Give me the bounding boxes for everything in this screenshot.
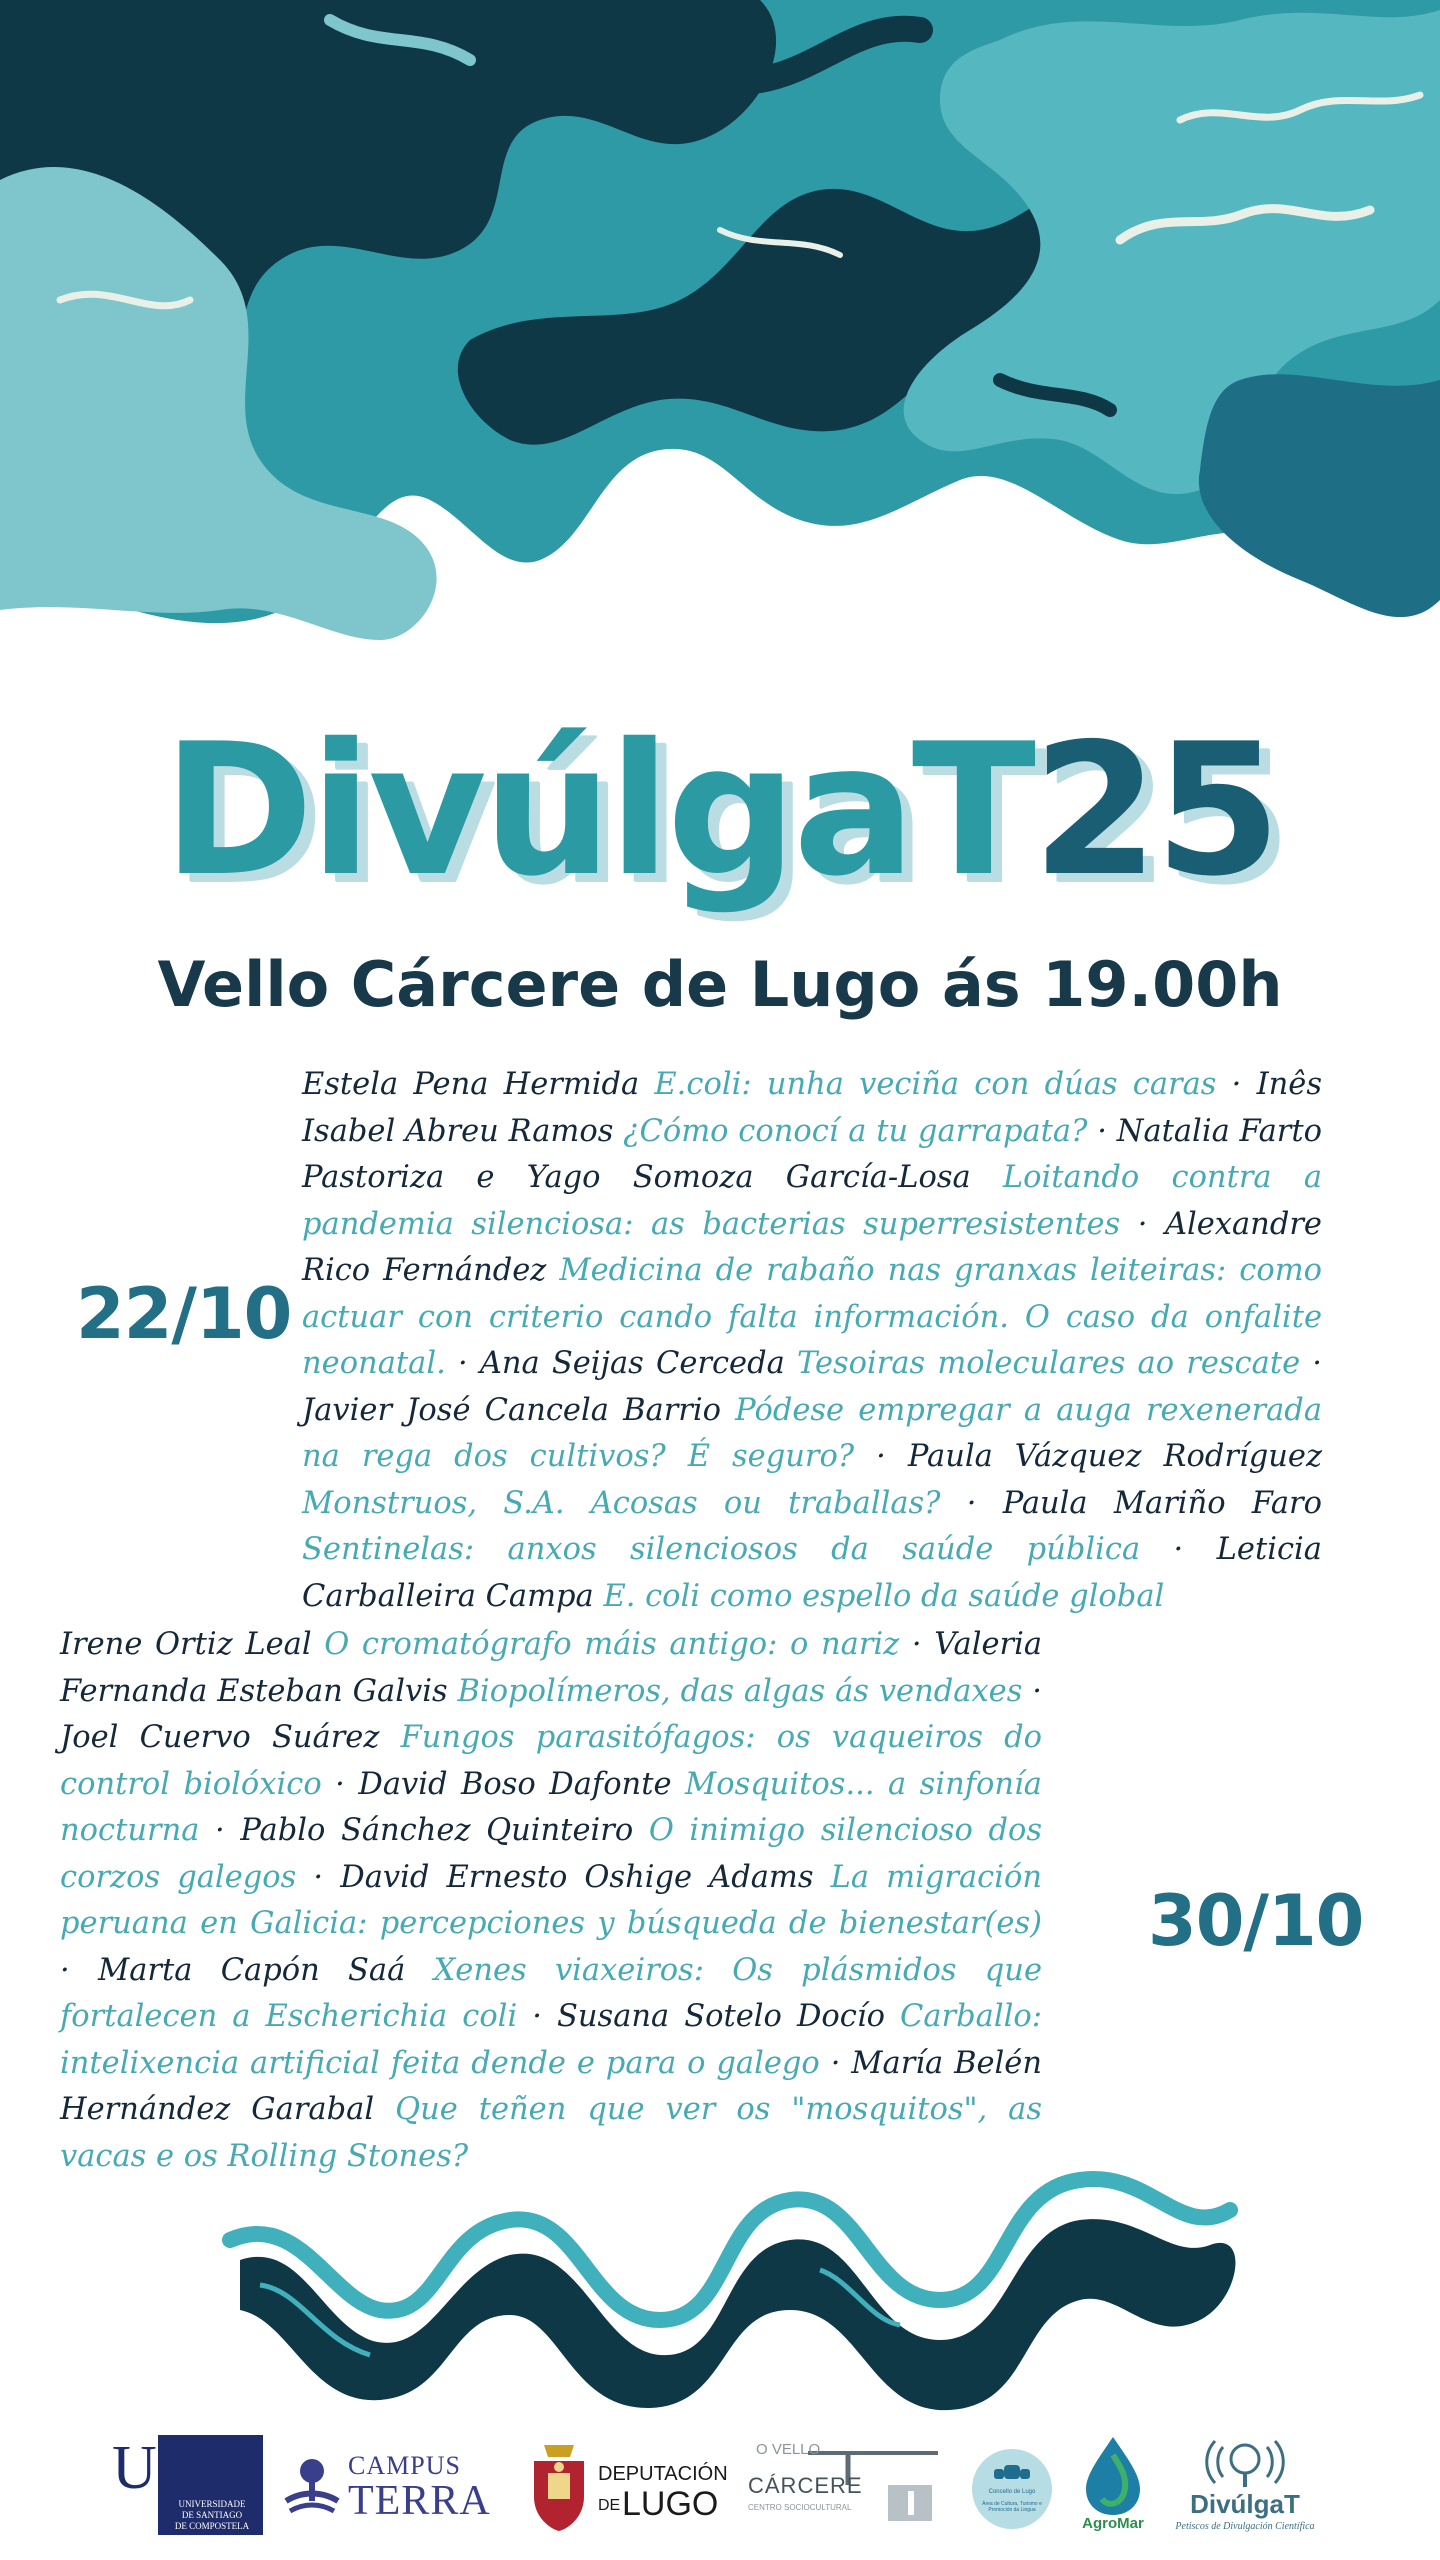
talk-title: Que teñen que ver os "mosquitos", as vacas e os Rolling Stones? [60,2092,1043,2174]
talk-item [302,1067,1216,1102]
talk-item [480,1346,1300,1381]
separator-dot: · [1137,1206,1148,1242]
concello-line-2: Área de Cultura, Turismo e Promoción da Lingua [982,2501,1042,2513]
separator-dot: · [966,1485,977,1521]
title-number: 25 [1032,704,1278,916]
separator-dot: · [830,2045,841,2081]
usc-line-2: DE SANTIAGO [181,2510,243,2520]
speaker-name: Natalia Farto Pastoriza e Yago Somoza García-Losa [302,1113,1322,1195]
tree-icon [282,2453,342,2523]
talk-title: O cromatógrafo máis antigo: o nariz [324,1627,900,1662]
agromar-name: AgroMar [1082,2515,1144,2532]
concello-line-1: Concello de Lugo [988,2489,1036,2495]
separator-dot: · [335,1766,345,1802]
talk-item [60,1627,899,1662]
separator-dot: · [215,1813,225,1848]
speaker-name: Alexandre Rico Fernández [302,1206,1322,1288]
talk-title: Biopolímeros, das algas ás vendaxes [457,1673,1023,1709]
campus-line-1: CAMPUS [348,2451,461,2480]
separator-dot: · [313,1859,324,1895]
speaker-name: Pablo Sánchez Quinteiro [240,1813,634,1848]
divulgat-logo [1160,2435,1330,2535]
speaker-name: Paula Mariño Faro [1002,1485,1322,1521]
talk-title: Carballo: intelixencia artificial feita dende e para o galego [60,1999,1042,2081]
speaker-name: María Belén Hernández Garabal [60,2045,1043,2127]
speaker-name: David Ernesto Oshige Adams [340,1859,814,1895]
separator-dot: · [1032,1673,1042,1709]
talk-title: Xenes viaxeiros: Os plásmidos que fortalecen a Escherichia coli [60,1952,1043,2034]
speaker-name: Estela Pena Hermida [302,1067,640,1102]
speaker-name: Susana Sotelo Docío [557,1999,885,2034]
divulgat-name: DivúlgaT [1190,2489,1300,2519]
speaker-name: Marta Capón Saá [97,1952,406,1988]
speaker-name: Ana Seijas Cerceda [479,1346,785,1381]
agromar-logo [1078,2435,1148,2535]
talk-title: Fungos parasitófagos: os vaqueiros do control biolóxico [60,1720,1042,1802]
talk-title: Tesoiras moleculares ao rescate [796,1346,1301,1381]
usc-logo [108,2435,263,2535]
sponsor-logos [0,2425,1440,2545]
session-talks-2 [60,1622,1042,2180]
session-date-2: 30/10 [1148,1880,1364,1962]
talk-title: Pódese empregar a auga rexenerada na rega dos cultivos? É seguro? [302,1392,1322,1474]
divulgat-tagline: Petiscos de Divulgación Científica [1175,2521,1315,2532]
separator-dot: · [60,1952,70,1988]
campus-line-2: TERRA [348,2478,491,2524]
talk-title: Monstruos, S.A. Acosas ou traballas? [302,1485,941,1521]
deputacion-line-2: LUGO [622,2485,719,2523]
separator-dot: · [911,1627,922,1662]
speaker-name: Leticia Carballeira Campa [302,1532,1322,1614]
talk-title: E.coli: unha veciña con dúas caras [654,1067,1217,1102]
carcere-line-1: O VELLO [756,2441,821,2458]
speaker-name: Joel Cuervo Suárez [60,1720,380,1755]
separator-dot: · [457,1346,468,1381]
usc-line-1: UNIVERSIDADE [178,2499,246,2509]
talk-title: Mosquitos... a sinfonía nocturna [60,1766,1042,1848]
usc-mark: USC [112,2434,236,2502]
talk-title: Sentinelas: anxos silenciosos da saúde pública [302,1532,1141,1567]
separator-dot: · [1312,1346,1322,1381]
deputacion-line-1: DEPUTACIÓN [598,2463,728,2485]
speaker-name: Paula Vázquez Rodríguez [907,1439,1323,1474]
concello-lugo-logo [970,2447,1054,2531]
speaker-name: Javier José Cancela Barrio [302,1392,721,1428]
separator-dot: · [876,1439,886,1474]
campus-terra-logo [282,2447,512,2527]
session-date-1: 22/10 [76,1273,292,1355]
talk-title: La migración peruana en Galicia: percepciones y búsqueda de bienestar(es) [60,1859,1042,1941]
festival-title [0,705,1440,915]
separator-dot: · [1231,1067,1242,1102]
speaker-name: Valeria Fernanda Esteban Galvis [60,1627,1043,1709]
speaker-name: Irene Ortiz Leal [60,1627,312,1662]
talk-title: Medicina de rabaño nas granxas leiteiras: como actuar con criterio cando falta información. O caso da onfalite neonatal. [302,1253,1322,1381]
microphone-icon [1160,2435,1330,2491]
speaker-name: David Boso Dafonte [358,1766,672,1802]
deputacion-lugo-logo [528,2437,728,2533]
venue-time: Vello Cárcere de Lugo ás 19.00h [157,948,1283,1021]
marbled-ink-top-illustration [0,0,1440,700]
separator-dot: · [1173,1532,1184,1567]
talk-title: Loitando contra a pandemia silenciosa: as bacterias superresistentes [302,1160,1323,1242]
separator-dot: · [1097,1113,1107,1149]
title-main: DivúlgaT [162,704,1032,916]
separator-dot: · [532,1999,542,2034]
coat-of-arms-icon [528,2437,590,2533]
vello-carcere-logo [748,2441,938,2525]
speaker-name: Inês Isabel Abreu Ramos [302,1067,1322,1149]
water-drop-icon [1078,2435,1148,2515]
talk-title: O inimigo silencioso dos corzos galegos [60,1813,1042,1895]
session-talks-1 [302,1062,1322,1620]
talk-title: E. coli como espello da saúde global [603,1578,1165,1614]
talk-title: ¿Cómo conocí a tu garrapata? [623,1113,1088,1149]
carcere-line-3: CENTRO SOCIOCULTURAL [748,2503,852,2512]
usc-line-3: DE COMPOSTELA [174,2521,250,2531]
ink-wave-bottom-illustration [0,2150,1440,2425]
deputacion-prefix: DE [598,2497,621,2514]
carcere-line-2: CÁRCERE [748,2473,863,2498]
